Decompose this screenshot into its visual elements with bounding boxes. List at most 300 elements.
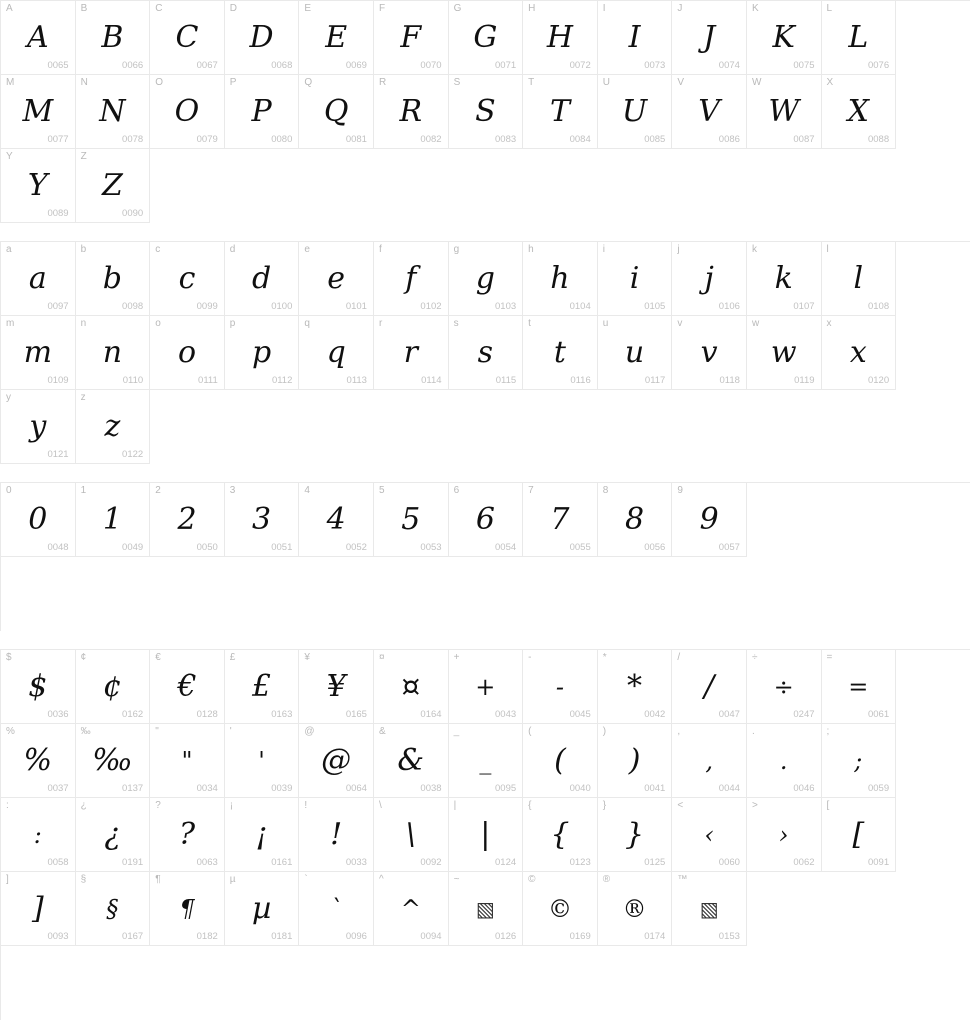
glyph-cell-empty [822,872,897,946]
glyph-char-label: j [677,244,680,255]
glyph-code-label: 0097 [47,301,69,312]
glyph-code-label: 0096 [345,931,367,942]
glyph-char-label: a [6,244,12,255]
glyph-cell[interactable] [747,650,822,724]
glyph-code-label: 0089 [47,208,69,219]
glyph-cell[interactable] [299,483,374,557]
glyph-cell[interactable] [598,724,673,798]
glyph-cell[interactable] [1,1,76,75]
glyph-cell[interactable] [150,316,225,390]
glyph-cell[interactable] [672,483,747,557]
glyph-char-label: . [751,726,755,737]
glyph-char-label: * [602,652,607,663]
glyph-preview: ; [854,746,863,775]
glyph-char-label: H [528,3,536,14]
glyph-char-label: V [677,77,685,88]
glyph-code-label: 0071 [495,60,517,71]
glyph-preview: ¥ [326,668,346,704]
glyph-preview: i [629,260,640,296]
glyph-cell[interactable] [299,724,374,798]
glyph-cell[interactable] [150,242,225,316]
glyph-preview: Q [323,93,349,129]
glyph-char-label: s [453,318,459,329]
glyph-cell[interactable] [299,75,374,149]
glyph-char-label: 2 [155,485,161,496]
glyph-char-label: S [453,77,461,88]
glyph-code-label: 0126 [495,931,517,942]
glyph-char-label: C [155,3,163,14]
glyph-cell[interactable] [523,650,598,724]
glyph-cell[interactable] [225,872,300,946]
glyph-char-label: ¤ [378,652,385,663]
glyph-cell[interactable] [822,75,897,149]
glyph-cell[interactable] [150,75,225,149]
glyph-char-label: 1 [80,485,87,496]
glyph-char-label: W [751,77,762,88]
glyph-code-label: 0087 [793,134,815,145]
glyph-preview: D [249,19,274,55]
glyph-preview: & [397,742,425,778]
glyph-cell[interactable] [822,1,897,75]
glyph-char-label: F [378,3,386,14]
glyph-preview: [ [852,816,865,852]
glyph-code-label: 0120 [867,375,890,386]
glyph-char-label: = [826,652,833,663]
glyph-code-label: 0076 [867,60,890,71]
glyph-char-label: | [453,800,457,811]
glyph-cell[interactable] [822,316,897,390]
glyph-cell[interactable] [672,872,747,946]
glyph-cell[interactable] [299,650,374,724]
glyph-preview: f [405,260,417,296]
glyph-cell[interactable] [150,872,225,946]
glyph-cell[interactable] [449,1,524,75]
glyph-cell[interactable] [299,872,374,946]
glyph-code-label: 0074 [718,60,740,71]
glyph-preview: q [326,334,346,370]
glyph-cell[interactable] [76,149,151,223]
glyph-char-label: Q [304,77,313,88]
glyph-cell[interactable] [672,724,747,798]
glyph-preview: \ [405,816,416,852]
glyph-cell[interactable] [76,483,151,557]
glyph-code-label: 0075 [793,60,815,71]
glyph-cell[interactable] [76,1,151,75]
glyph-preview: n [102,334,123,370]
glyph-preview: µ [251,890,272,926]
glyph-cell[interactable] [225,242,300,316]
glyph-char-label: [ [826,800,830,811]
glyph-cell[interactable] [374,798,449,872]
glyph-preview: 3 [252,501,272,537]
glyph-code-label: 0119 [794,375,815,386]
glyph-cell[interactable] [523,872,598,946]
glyph-cell[interactable] [1,724,76,798]
glyph-char-label: N [80,77,88,88]
glyph-code-label: 0065 [47,60,69,71]
glyph-char-label: ¶ [155,874,161,885]
glyph-cell[interactable] [299,242,374,316]
glyph-code-label: 0101 [345,301,367,312]
glyph-char-label: b [80,244,87,255]
glyph-preview: k [774,260,793,296]
glyph-block-uppercase [0,0,970,223]
glyph-cell[interactable] [76,798,151,872]
glyph-char-label: ¥ [304,652,310,663]
glyph-code-label: 0109 [47,375,69,386]
glyph-preview: A [26,19,49,55]
glyph-code-label: 0093 [47,931,69,942]
glyph-cell[interactable] [374,483,449,557]
glyph-cell[interactable] [374,75,449,149]
glyph-cell[interactable] [76,724,151,798]
glyph-code-label: 0054 [495,542,517,553]
glyph-code-label: 0167 [122,931,144,942]
glyph-cell[interactable] [822,650,897,724]
glyph-cell[interactable] [523,483,598,557]
glyph-cell[interactable] [374,872,449,946]
glyph-cell[interactable] [150,650,225,724]
glyph-code-label: 0064 [345,783,367,794]
glyph-cell[interactable] [598,483,673,557]
glyph-char-label: B [80,3,88,14]
glyph-preview: _ [479,746,492,775]
glyph-cell[interactable] [822,798,897,872]
glyph-preview: b [102,260,122,296]
glyph-cell[interactable] [1,75,76,149]
glyph-cell[interactable] [225,316,300,390]
glyph-preview: ÷ [773,672,794,701]
glyph-cell[interactable] [598,650,673,724]
glyph-cell[interactable] [523,798,598,872]
glyph-char-label: \ [378,800,382,811]
glyph-cell[interactable] [449,242,524,316]
glyph-code-label: 0036 [47,709,69,720]
glyph-preview: t [553,334,566,370]
glyph-cell[interactable] [150,798,225,872]
glyph-preview: a [28,260,47,296]
glyph-code-label: 0102 [420,301,442,312]
glyph-cell[interactable] [1,149,76,223]
glyph-cell[interactable] [374,316,449,390]
glyph-code-label: 0115 [495,375,517,386]
glyph-code-label: 0083 [495,134,517,145]
glyph-code-label: 0100 [271,301,293,312]
glyph-preview: 5 [401,501,421,537]
glyph-cell[interactable] [449,75,524,149]
glyph-preview: : [33,820,42,849]
glyph-char-label: ~ [453,874,460,885]
glyph-preview: / [704,668,715,704]
glyph-preview: + [475,672,496,701]
glyph-char-label: A [6,3,13,14]
glyph-preview: © [547,894,572,923]
glyph-char-label: X [826,77,834,88]
glyph-preview: 1 [102,501,122,537]
glyph-code-label: 0104 [569,301,591,312]
glyph-cell[interactable] [150,1,225,75]
glyph-char-label: R [378,77,387,88]
glyph-cell[interactable] [672,316,747,390]
glyph-code-label: 0078 [122,134,144,145]
glyph-cell[interactable] [598,1,673,75]
glyph-preview: e [327,260,346,296]
glyph-preview: P [251,93,272,129]
glyph-cell[interactable] [76,872,151,946]
glyph-cell[interactable] [1,798,76,872]
glyph-cell[interactable] [150,724,225,798]
glyph-cell[interactable] [225,75,300,149]
glyph-cell[interactable] [225,798,300,872]
glyph-code-label: 0077 [47,134,69,145]
glyph-cell[interactable] [374,242,449,316]
glyph-char-label: ® [602,874,611,885]
glyph-code-label: 0099 [196,301,218,312]
glyph-cell-empty [747,872,822,946]
glyph-preview: | [480,816,491,852]
glyph-code-label: 0164 [420,709,442,720]
glyph-cell[interactable] [672,1,747,75]
glyph-cell[interactable] [822,724,897,798]
glyph-char-label: K [751,3,759,14]
glyph-preview: x [849,334,867,370]
glyph-code-label: 0051 [271,542,293,553]
glyph-char-label: , [677,726,681,737]
glyph-cell[interactable] [672,798,747,872]
glyph-cell[interactable] [449,798,524,872]
glyph-cell[interactable] [523,242,598,316]
glyph-code-label: 0114 [421,375,442,386]
glyph-char-label: ÷ [751,652,758,663]
glyph-preview: ‹ [704,820,714,849]
glyph-cell[interactable] [449,650,524,724]
glyph-preview: ¡ [255,816,268,852]
glyph-cell[interactable] [598,872,673,946]
glyph-code-label: 0042 [644,709,666,720]
glyph-preview: § [106,894,119,923]
glyph-code-label: 0038 [420,783,442,794]
glyph-char-label: ( [528,726,532,737]
glyph-code-label: 0067 [196,60,218,71]
glyph-code-label: 0153 [718,931,740,942]
glyph-char-label: f [378,244,382,255]
glyph-char-label: ^ [378,874,384,885]
glyph-code-label: 0103 [495,301,517,312]
glyph-cell[interactable] [1,872,76,946]
glyph-char-label: ) [602,726,607,737]
glyph-char-label: J [677,3,683,14]
glyph-char-label: g [453,244,460,255]
glyph-code-label: 0044 [718,783,740,794]
glyph-char-label: 4 [304,485,310,496]
glyph-code-label: 0057 [718,542,740,553]
glyph-preview: L [848,19,869,55]
glyph-preview: u [624,334,645,370]
glyph-cell[interactable] [374,650,449,724]
glyph-code-label: 0050 [196,542,218,553]
glyph-code-label: 0110 [122,375,144,386]
glyph-cell[interactable] [225,650,300,724]
glyph-code-label: 0045 [569,709,591,720]
glyph-cell[interactable] [76,390,151,464]
glyph-code-label: 0165 [345,709,367,720]
glyph-cell[interactable] [1,650,76,724]
glyph-cell[interactable] [449,483,524,557]
glyph-char-label: _ [453,726,460,737]
glyph-code-label: 0169 [569,931,591,942]
glyph-cell[interactable] [598,242,673,316]
glyph-cell[interactable] [1,242,76,316]
glyph-char-label: e [304,244,310,255]
glyph-code-label: 0117 [644,375,666,386]
glyph-code-label: 0079 [196,134,218,145]
glyph-preview: S [475,93,496,129]
glyph-preview: $ [28,668,48,704]
glyph-cell[interactable] [523,316,598,390]
glyph-block-symbols [0,649,970,1020]
glyph-cell[interactable] [1,316,76,390]
glyph-cell[interactable] [150,483,225,557]
glyph-code-label: 0107 [793,301,815,312]
glyph-preview: ¿ [104,816,121,852]
glyph-cell[interactable] [374,724,449,798]
glyph-char-label: & [378,726,386,737]
glyph-char-label: x [826,318,832,329]
glyph-code-label: 0056 [644,542,666,553]
glyph-cell[interactable] [299,798,374,872]
glyph-preview: J [703,19,716,55]
glyph-char-label: w [751,318,760,329]
glyph-cell[interactable] [747,1,822,75]
glyph-code-label: 0113 [346,375,367,386]
glyph-cell[interactable] [225,1,300,75]
glyph-preview: M [22,93,54,129]
glyph-char-label: } [602,800,607,811]
glyph-cell[interactable] [672,242,747,316]
glyph-cell[interactable] [449,316,524,390]
glyph-code-label: 0034 [196,783,218,794]
glyph-cell[interactable] [822,242,897,316]
glyph-char-label: ; [826,726,830,737]
glyph-preview: } [625,816,645,852]
glyph-preview: , [705,746,713,775]
glyph-char-label: < [677,800,684,811]
glyph-preview: V [698,93,720,129]
glyph-preview: U [621,93,648,129]
glyph-cell[interactable] [299,1,374,75]
glyph-cell[interactable] [225,724,300,798]
glyph-char-label: y [6,392,11,403]
glyph-preview: d [251,260,272,296]
glyph-cell[interactable] [747,316,822,390]
glyph-preview: ¢ [102,668,122,704]
glyph-cell[interactable] [76,650,151,724]
glyph-char-label: T [528,77,535,88]
glyph-preview: F [400,19,422,55]
glyph-code-label: 0066 [122,60,144,71]
glyph-code-label: 0041 [644,783,666,794]
glyph-cell[interactable] [672,75,747,149]
glyph-char-label: 0 [6,485,12,496]
glyph-preview: W [768,93,800,129]
glyph-char-label: % [6,726,15,737]
glyph-char-label: l [826,244,829,255]
glyph-preview: C [175,19,199,55]
glyph-code-label: 0108 [867,301,890,312]
glyph-char-label: ¢ [80,652,87,663]
glyph-cell[interactable] [747,75,822,149]
glyph-code-label: 0191 [122,857,144,868]
glyph-code-label: 0121 [47,449,69,460]
glyph-cell[interactable] [672,650,747,724]
glyph-preview: B [101,19,124,55]
glyph-cell[interactable] [1,390,76,464]
glyph-preview: R [399,93,423,129]
glyph-cell-empty [822,483,897,557]
glyph-code-label: 0053 [420,542,442,553]
glyph-cell[interactable] [598,798,673,872]
glyph-char-label: / [677,652,681,663]
glyph-code-label: 0070 [420,60,442,71]
glyph-char-label: ' [229,726,232,737]
glyph-code-label: 0040 [569,783,591,794]
glyph-code-label: 0069 [345,60,367,71]
glyph-cell[interactable] [76,242,151,316]
glyph-preview: ! [330,816,343,852]
glyph-cell[interactable] [299,316,374,390]
glyph-char-label: L [826,3,833,14]
glyph-code-label: 0111 [198,375,218,386]
glyph-code-label: 0163 [271,709,293,720]
glyph-cell[interactable] [1,483,76,557]
glyph-cell[interactable] [449,872,524,946]
glyph-char-label: G [453,3,462,14]
glyph-cell[interactable] [225,483,300,557]
glyph-cell[interactable] [76,316,151,390]
glyph-cell[interactable] [747,724,822,798]
glyph-cell[interactable] [747,242,822,316]
glyph-cell[interactable] [598,316,673,390]
glyph-cell[interactable] [523,1,598,75]
glyph-char-label: P [229,77,237,88]
glyph-preview: ‰ [92,742,133,778]
glyph-char-label: p [229,318,236,329]
glyph-code-label: 0182 [196,931,218,942]
glyph-code-label: 0043 [495,709,517,720]
glyph-cell[interactable] [523,724,598,798]
glyph-cell[interactable] [76,75,151,149]
glyph-preview: ' [258,746,265,775]
glyph-cell[interactable] [523,75,598,149]
glyph-preview: 8 [625,501,645,537]
glyph-code-label: 0174 [644,931,666,942]
glyph-cell[interactable] [598,75,673,149]
glyph-char-label: i [602,244,605,255]
glyph-char-label: ! [304,800,308,811]
glyph-preview: ? [178,816,196,852]
glyph-char-label: µ [229,874,236,885]
glyph-cell[interactable] [374,1,449,75]
glyph-cell[interactable] [449,724,524,798]
glyph-preview: s [477,334,494,370]
glyph-preview: o [177,334,197,370]
glyph-code-label: 0080 [271,134,293,145]
glyph-cell[interactable] [747,798,822,872]
glyph-preview: I [628,19,641,55]
glyph-code-label: 0094 [420,931,442,942]
glyph-char-label: o [155,318,161,329]
glyph-code-label: 0047 [718,709,740,720]
